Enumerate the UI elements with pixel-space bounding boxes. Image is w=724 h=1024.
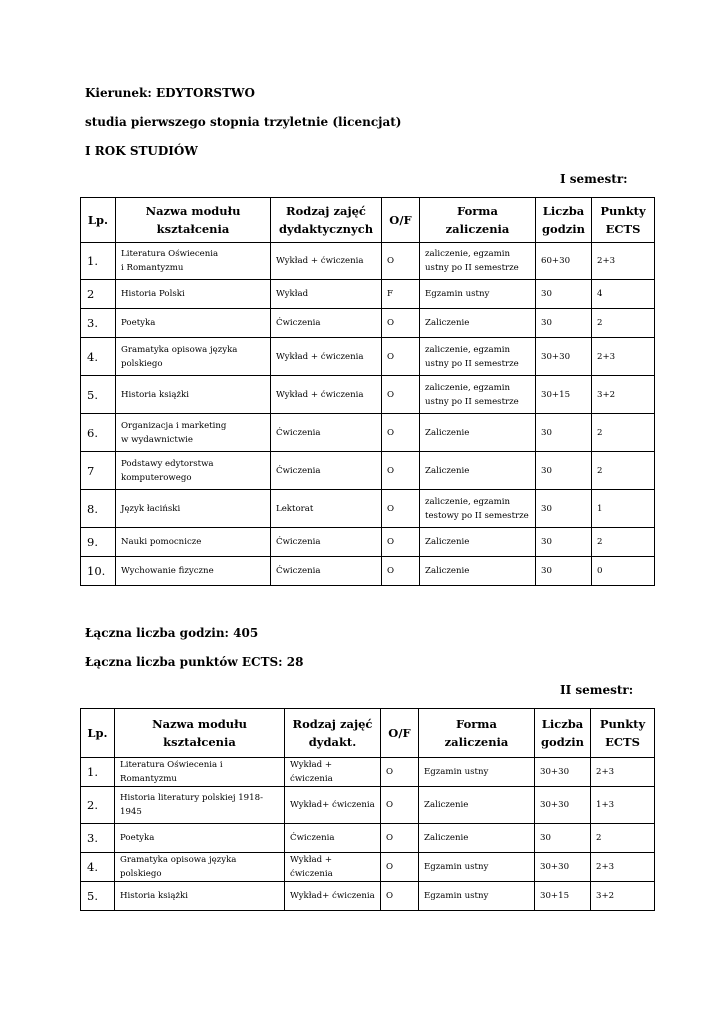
cell-lp: 4. bbox=[81, 853, 115, 882]
col-module-header: Nazwa modułu kształcenia bbox=[115, 709, 285, 758]
cell-hours: 30 bbox=[536, 309, 592, 338]
cell-lp: 1. bbox=[81, 758, 115, 787]
cell-lp: 2 bbox=[81, 280, 116, 309]
table-row bbox=[81, 243, 655, 280]
cell-module: Literatura Oświecenia i Romantyzmu bbox=[116, 243, 271, 280]
cell-assessment: Zaliczenie bbox=[420, 452, 536, 490]
total-hours: Łączna liczba godzin: 405 bbox=[85, 626, 259, 640]
col-ects-header: Punkty ECTS bbox=[591, 709, 655, 758]
cell-of: O bbox=[381, 758, 419, 787]
cell-lp: 3. bbox=[81, 309, 116, 338]
cell-of: O bbox=[382, 414, 420, 452]
table-row bbox=[81, 557, 655, 586]
cell-of: F bbox=[382, 280, 420, 309]
cell-of: O bbox=[382, 243, 420, 280]
cell-hours: 60+30 bbox=[536, 243, 592, 280]
cell-ects: 4 bbox=[592, 280, 655, 309]
cell-hours: 30 bbox=[536, 452, 592, 490]
cell-hours: 30 bbox=[536, 280, 592, 309]
cell-of: O bbox=[382, 557, 420, 586]
cell-hours: 30+30 bbox=[536, 338, 592, 376]
cell-module: Historia książki bbox=[116, 376, 271, 414]
cell-assessment: Zaliczenie bbox=[420, 557, 536, 586]
cell-lp: 9. bbox=[81, 528, 116, 557]
cell-class-type: Ćwiczenia bbox=[271, 452, 382, 490]
col-hours-header: Liczba godzin bbox=[536, 198, 592, 243]
cell-class-type: Ćwiczenia bbox=[271, 528, 382, 557]
table-header-row bbox=[81, 198, 655, 243]
cell-module: Wychowanie fizyczne bbox=[116, 557, 271, 586]
col-hours-header: Liczba godzin bbox=[535, 709, 591, 758]
cell-class-type: Ćwiczenia bbox=[271, 414, 382, 452]
cell-of: O bbox=[382, 452, 420, 490]
cell-of: O bbox=[382, 338, 420, 376]
cell-class-type: Ćwiczenia bbox=[285, 824, 381, 853]
cell-hours: 30 bbox=[536, 490, 592, 528]
cell-of: O bbox=[381, 824, 419, 853]
table-row bbox=[81, 528, 655, 557]
col-class-type-header: Rodzaj zajęć dydakt. bbox=[285, 709, 381, 758]
semester-1-title: I semestr: bbox=[560, 172, 628, 186]
cell-of: O bbox=[381, 882, 419, 911]
cell-lp: 7 bbox=[81, 452, 116, 490]
table-row bbox=[81, 376, 655, 414]
table-row bbox=[81, 882, 655, 911]
cell-class-type: Wykład + ćwiczenia bbox=[285, 758, 381, 787]
cell-assessment: zaliczenie, egzamin ustny po II semestrze bbox=[420, 338, 536, 376]
cell-assessment: Zaliczenie bbox=[420, 309, 536, 338]
table-row bbox=[81, 414, 655, 452]
table-row bbox=[81, 490, 655, 528]
cell-assessment: Egzamin ustny bbox=[420, 280, 536, 309]
study-year: I ROK STUDIÓW bbox=[85, 144, 198, 158]
col-assessment-header: Forma zaliczenia bbox=[419, 709, 535, 758]
field-of-study: Kierunek: EDYTORSTWO bbox=[85, 86, 255, 100]
table-row bbox=[81, 758, 655, 787]
cell-ects: 0 bbox=[592, 557, 655, 586]
cell-of: O bbox=[382, 376, 420, 414]
cell-ects: 1+3 bbox=[591, 787, 655, 824]
cell-ects: 1 bbox=[592, 490, 655, 528]
cell-ects: 2+3 bbox=[592, 338, 655, 376]
cell-module: Literatura Oświecenia i Romantyzmu bbox=[115, 758, 285, 787]
cell-assessment: Egzamin ustny bbox=[419, 758, 535, 787]
cell-of: O bbox=[382, 528, 420, 557]
cell-module: Gramatyka opisowa języka polskiego bbox=[116, 338, 271, 376]
cell-class-type: Wykład + ćwiczenia bbox=[285, 853, 381, 882]
cell-ects: 2+3 bbox=[591, 853, 655, 882]
cell-hours: 30+30 bbox=[535, 787, 591, 824]
cell-ects: 2 bbox=[592, 414, 655, 452]
study-level: studia pierwszego stopnia trzyletnie (licencjat) bbox=[85, 115, 402, 129]
cell-lp: 6. bbox=[81, 414, 116, 452]
cell-assessment: Zaliczenie bbox=[420, 414, 536, 452]
col-of-header: O/F bbox=[381, 709, 419, 758]
cell-ects: 2 bbox=[591, 824, 655, 853]
col-lp-header: Lp. bbox=[81, 709, 115, 758]
total-ects: Łączna liczba punktów ECTS: 28 bbox=[85, 655, 304, 669]
cell-module: Organizacja i marketing w wydawnictwie bbox=[116, 414, 271, 452]
cell-of: O bbox=[381, 787, 419, 824]
cell-class-type: Wykład + ćwiczenia bbox=[271, 376, 382, 414]
table-row bbox=[81, 824, 655, 853]
cell-module: Historia literatury polskiej 1918- 1945 bbox=[115, 787, 285, 824]
cell-lp: 5. bbox=[81, 882, 115, 911]
cell-class-type: Lektorat bbox=[271, 490, 382, 528]
cell-lp: 10. bbox=[81, 557, 116, 586]
cell-hours: 30+15 bbox=[536, 376, 592, 414]
table-row bbox=[81, 280, 655, 309]
table-row bbox=[81, 338, 655, 376]
col-of-header: O/F bbox=[382, 198, 420, 243]
semester-2-title: II semestr: bbox=[560, 683, 634, 697]
table-row bbox=[81, 853, 655, 882]
cell-ects: 2+3 bbox=[591, 758, 655, 787]
cell-lp: 1. bbox=[81, 243, 116, 280]
cell-module: Poetyka bbox=[116, 309, 271, 338]
cell-hours: 30 bbox=[536, 528, 592, 557]
table-row bbox=[81, 452, 655, 490]
table-row bbox=[81, 787, 655, 824]
cell-module: Nauki pomocnicze bbox=[116, 528, 271, 557]
cell-ects: 3+2 bbox=[591, 882, 655, 911]
cell-class-type: Wykład + ćwiczenia bbox=[271, 338, 382, 376]
cell-hours: 30+30 bbox=[535, 853, 591, 882]
cell-lp: 5. bbox=[81, 376, 116, 414]
cell-ects: 3+2 bbox=[592, 376, 655, 414]
cell-class-type: Wykład+ ćwiczenia bbox=[285, 882, 381, 911]
cell-assessment: Egzamin ustny bbox=[419, 853, 535, 882]
cell-assessment: Egzamin ustny bbox=[419, 882, 535, 911]
cell-module: Gramatyka opisowa języka polskiego bbox=[115, 853, 285, 882]
cell-of: O bbox=[382, 490, 420, 528]
cell-assessment: zaliczenie, egzamin ustny po II semestrze bbox=[420, 243, 536, 280]
cell-lp: 8. bbox=[81, 490, 116, 528]
cell-lp: 2. bbox=[81, 787, 115, 824]
cell-ects: 2 bbox=[592, 452, 655, 490]
cell-assessment: zaliczenie, egzamin testowy po II semestrze bbox=[420, 490, 536, 528]
table-header-row bbox=[81, 709, 655, 758]
cell-module: Poetyka bbox=[115, 824, 285, 853]
cell-ects: 2+3 bbox=[592, 243, 655, 280]
cell-class-type: Ćwiczenia bbox=[271, 557, 382, 586]
cell-of: O bbox=[381, 853, 419, 882]
col-assessment-header: Forma zaliczenia bbox=[420, 198, 536, 243]
cell-module: Historia Polski bbox=[116, 280, 271, 309]
col-module-header: Nazwa modułu kształcenia bbox=[116, 198, 271, 243]
col-class-type-header: Rodzaj zajęć dydaktycznych bbox=[271, 198, 382, 243]
col-lp-header: Lp. bbox=[81, 198, 116, 243]
cell-ects: 2 bbox=[592, 528, 655, 557]
table-row bbox=[81, 309, 655, 338]
cell-of: O bbox=[382, 309, 420, 338]
col-ects-header: Punkty ECTS bbox=[592, 198, 655, 243]
cell-hours: 30+15 bbox=[535, 882, 591, 911]
cell-assessment: Zaliczenie bbox=[419, 787, 535, 824]
cell-ects: 2 bbox=[592, 309, 655, 338]
cell-assessment: Zaliczenie bbox=[419, 824, 535, 853]
cell-lp: 3. bbox=[81, 824, 115, 853]
cell-class-type: Wykład bbox=[271, 280, 382, 309]
cell-class-type: Ćwiczenia bbox=[271, 309, 382, 338]
cell-assessment: Zaliczenie bbox=[420, 528, 536, 557]
cell-class-type: Wykład+ ćwiczenia bbox=[285, 787, 381, 824]
cell-class-type: Wykład + ćwiczenia bbox=[271, 243, 382, 280]
cell-hours: 30 bbox=[536, 414, 592, 452]
cell-module: Język łaciński bbox=[116, 490, 271, 528]
cell-lp: 4. bbox=[81, 338, 116, 376]
cell-module: Podstawy edytorstwa komputerowego bbox=[116, 452, 271, 490]
cell-hours: 30 bbox=[535, 824, 591, 853]
cell-assessment: zaliczenie, egzamin ustny po II semestrze bbox=[420, 376, 536, 414]
cell-module: Historia książki bbox=[115, 882, 285, 911]
semester-1-table bbox=[80, 197, 655, 586]
cell-hours: 30 bbox=[536, 557, 592, 586]
semester-2-table bbox=[80, 708, 655, 911]
cell-hours: 30+30 bbox=[535, 758, 591, 787]
